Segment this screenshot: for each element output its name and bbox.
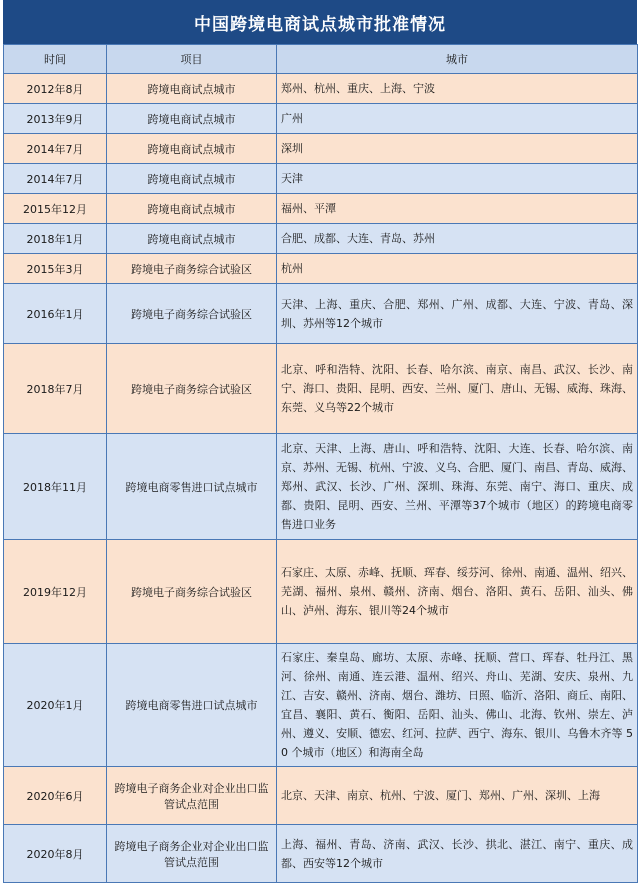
row-cities: 石家庄、太原、赤峰、抚顺、珲春、绥芬河、徐州、南通、温州、绍兴、芜湖、福州、泉州、赣州、济南、烟台、洛阳、黄石、岳阳、汕头、佛山、泸州、海东、银川等24个城市 (277, 540, 638, 644)
row-time: 2014年7月 (4, 134, 107, 164)
approval-table (3, 44, 638, 883)
row-item: 跨境电子商务企业对企业出口监管试点范围 (107, 825, 277, 883)
row-time: 2013年9月 (4, 104, 107, 134)
row-cities: 北京、天津、上海、唐山、呼和浩特、沈阳、大连、长春、哈尔滨、南京、苏州、无锡、杭州、宁波、义乌、合肥、厦门、南昌、青岛、威海、郑州、武汉、长沙、广州、深圳、珠海、东莞、南宁、海口、重庆、成都、贵阳、昆明、西安、兰州、平潭等37个城市（地区）的跨境电商零售进口业务 (277, 434, 638, 540)
approval-table-container (3, 0, 637, 883)
row-item: 跨境电商零售进口试点城市 (107, 644, 277, 767)
row-time: 2020年1月 (4, 644, 107, 767)
header-row (4, 45, 638, 74)
row-item: 跨境电子商务企业对企业出口监管试点范围 (107, 767, 277, 825)
row-cities: 天津、上海、重庆、合肥、郑州、广州、成都、大连、宁波、青岛、深圳、苏州等12个城市 (277, 284, 638, 344)
row-item: 跨境电商试点城市 (107, 194, 277, 224)
row-cities: 深圳 (277, 134, 638, 164)
row-item: 跨境电商试点城市 (107, 104, 277, 134)
row-time: 2019年12月 (4, 540, 107, 644)
table-row (4, 767, 638, 825)
row-cities: 北京、呼和浩特、沈阳、长春、哈尔滨、南京、南昌、武汉、长沙、南宁、海口、贵阳、昆明、西安、兰州、厦门、唐山、无锡、威海、珠海、东莞、义乌等22个城市 (277, 344, 638, 434)
row-item: 跨境电商零售进口试点城市 (107, 434, 277, 540)
row-time: 2012年8月 (4, 74, 107, 104)
header-item: 项目 (107, 45, 277, 74)
table-row (4, 254, 638, 284)
table-row (4, 540, 638, 644)
row-item: 跨境电商试点城市 (107, 134, 277, 164)
row-time: 2014年7月 (4, 164, 107, 194)
row-cities: 上海、福州、青岛、济南、武汉、长沙、拱北、湛江、南宁、重庆、成都、西安等12个城市 (277, 825, 638, 883)
table-row (4, 825, 638, 883)
row-time: 2020年6月 (4, 767, 107, 825)
table-row (4, 224, 638, 254)
row-time: 2018年1月 (4, 224, 107, 254)
table-row (4, 434, 638, 540)
row-cities: 合肥、成都、大连、青岛、苏州 (277, 224, 638, 254)
row-item: 跨境电子商务综合试验区 (107, 254, 277, 284)
row-cities: 北京、天津、南京、杭州、宁波、厦门、郑州、广州、深圳、上海 (277, 767, 638, 825)
row-time: 2016年1月 (4, 284, 107, 344)
row-cities: 天津 (277, 164, 638, 194)
table-row (4, 644, 638, 767)
table-row (4, 344, 638, 434)
row-item: 跨境电子商务综合试验区 (107, 344, 277, 434)
table-row (4, 284, 638, 344)
row-time: 2015年12月 (4, 194, 107, 224)
table-title: 中国跨境电商试点城市批准情况 (3, 0, 637, 44)
row-item: 跨境电商试点城市 (107, 224, 277, 254)
header-time: 时间 (4, 45, 107, 74)
row-cities: 郑州、杭州、重庆、上海、宁波 (277, 74, 638, 104)
row-time: 2018年7月 (4, 344, 107, 434)
row-time: 2020年8月 (4, 825, 107, 883)
header-cities: 城市 (277, 45, 638, 74)
row-time: 2018年11月 (4, 434, 107, 540)
row-cities: 福州、平潭 (277, 194, 638, 224)
row-item: 跨境电商试点城市 (107, 164, 277, 194)
row-cities: 石家庄、秦皇岛、廊坊、太原、赤峰、抚顺、营口、珲春、牡丹江、黑河、徐州、南通、连云港、温州、绍兴、舟山、芜湖、安庆、泉州、九江、吉安、赣州、济南、烟台、潍坊、日照、临沂、洛阳、商丘、南阳、宜昌、襄阳、黄石、衡阳、岳阳、汕头、佛山、北海、钦州、崇左、泸州、遵义、安顺、德宏、红河、拉萨、西宁、海东、银川、乌鲁木齐等 50 个城市（地区）和海南全岛 (277, 644, 638, 767)
row-item: 跨境电商试点城市 (107, 74, 277, 104)
table-row (4, 74, 638, 104)
table-row (4, 134, 638, 164)
row-item: 跨境电子商务综合试验区 (107, 284, 277, 344)
table-row (4, 194, 638, 224)
row-cities: 广州 (277, 104, 638, 134)
table-row (4, 104, 638, 134)
row-cities: 杭州 (277, 254, 638, 284)
row-item: 跨境电子商务综合试验区 (107, 540, 277, 644)
table-row (4, 164, 638, 194)
row-time: 2015年3月 (4, 254, 107, 284)
